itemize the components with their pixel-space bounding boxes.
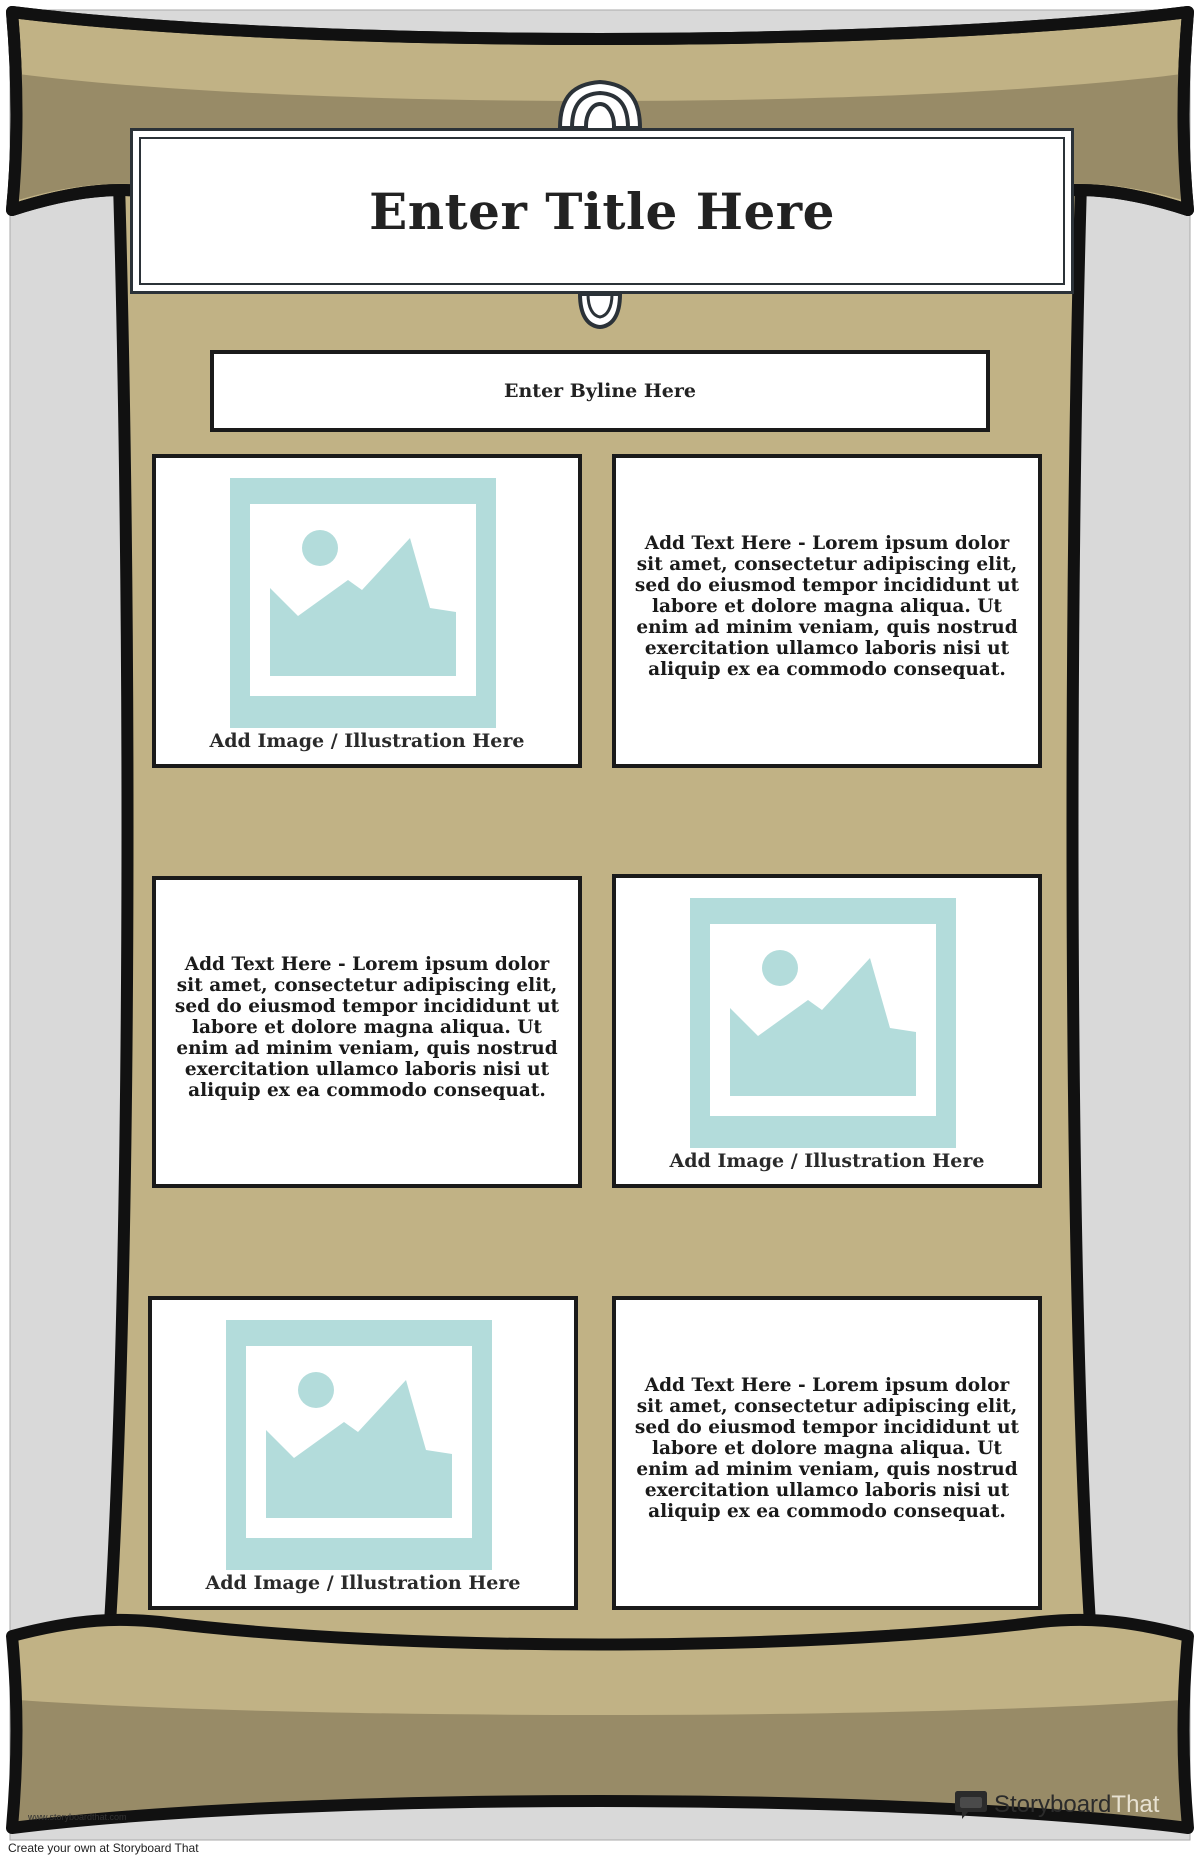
- panel-6-body[interactable]: Add Text Here - Lorem ipsum dolor sit amet, consectetur adipiscing elit, sed do eiusmod tempor incididunt ut labore et dolore magna aliqua. Ut enim ad minim veniam, quis nostrud exercitation ullamco laboris nisi ut aliquip ex ea commodo consequat.: [634, 1374, 1020, 1522]
- panel-3-body[interactable]: Add Text Here - Lorem ipsum dolor sit amet, consectetur adipiscing elit, sed do eiusmod tempor incididunt ut labore et dolore magna aliqua. Ut enim ad minim veniam, quis nostrud exercitation ullamco laboris nisi ut aliquip ex ea commodo consequat.: [174, 953, 560, 1101]
- panel-5-image[interactable]: [148, 1296, 578, 1610]
- speech-bubble-logo-icon: [954, 1789, 988, 1821]
- brand-word-that: That: [1111, 1791, 1160, 1818]
- panel-1-caption: Add Image / Illustration Here: [209, 730, 525, 752]
- poster-title[interactable]: Enter Title Here: [369, 181, 835, 241]
- watermark-url: www.storyboardthat.com: [28, 1812, 127, 1822]
- image-placeholder-icon: [690, 898, 956, 1148]
- panel-6-text[interactable]: [612, 1296, 1042, 1610]
- poster-byline[interactable]: Enter Byline Here: [504, 380, 696, 402]
- image-placeholder-icon: [230, 478, 496, 728]
- panel-2-body[interactable]: Add Text Here - Lorem ipsum dolor sit amet, consectetur adipiscing elit, sed do eiusmod tempor incididunt ut labore et dolore magna aliqua. Ut enim ad minim veniam, quis nostrud exercitation ullamco laboris nisi ut aliquip ex ea commodo consequat.: [634, 532, 1020, 680]
- footer-caption[interactable]: Create your own at Storyboard That: [8, 1841, 199, 1855]
- panel-3-text[interactable]: [152, 876, 582, 1188]
- panel-2-text[interactable]: [612, 454, 1042, 768]
- title-ornament-bottom: [580, 294, 620, 327]
- panel-5-caption: Add Image / Illustration Here: [205, 1572, 521, 1594]
- panel-4-image[interactable]: [612, 874, 1042, 1188]
- brand-word-storyboard: Storyboard: [994, 1791, 1112, 1818]
- byline-box[interactable]: [210, 350, 990, 432]
- title-banner[interactable]: [130, 128, 1074, 294]
- panel-4-caption: Add Image / Illustration Here: [669, 1150, 985, 1172]
- panel-1-image[interactable]: [152, 454, 582, 768]
- storyboard-that-logo: [954, 1788, 1159, 1822]
- image-placeholder-icon: [226, 1320, 492, 1570]
